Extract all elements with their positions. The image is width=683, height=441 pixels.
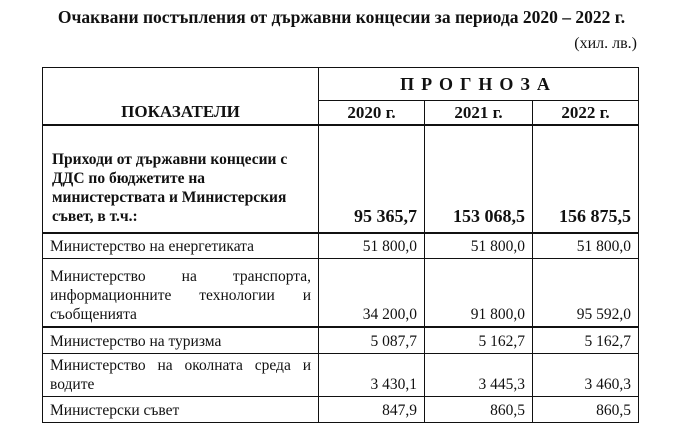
total-row <box>43 125 639 233</box>
row-label: Министерски съвет <box>43 397 319 423</box>
row-value: 3 430,1 <box>319 354 425 397</box>
row-value: 5 087,7 <box>319 327 425 354</box>
row-value: 3 445,3 <box>425 354 533 397</box>
row-label: Министерство на транспорта, информационните технологии и съобщенията <box>43 259 319 327</box>
total-value: 95 365,7 <box>319 125 425 233</box>
year-header: 2021 г. <box>425 101 533 125</box>
table-row <box>43 259 639 327</box>
total-label: Приходи от държавни концесии с ДДС по бюджетите на министерствата и Министерския съвет, в т.ч.: <box>43 125 319 233</box>
row-value: 5 162,7 <box>533 327 639 354</box>
total-value: 156 875,5 <box>533 125 639 233</box>
row-value: 847,9 <box>319 397 425 423</box>
table-row <box>43 233 639 259</box>
unit-label: (хил. лв.) <box>574 35 637 52</box>
row-value: 3 460,3 <box>533 354 639 397</box>
row-value: 5 162,7 <box>425 327 533 354</box>
header-row <box>43 68 639 101</box>
year-header: 2022 г. <box>533 101 639 125</box>
total-value: 153 068,5 <box>425 125 533 233</box>
document-title: Очаквани постъпления от държавни концесии за периода 2020 – 2022 г. <box>57 7 626 27</box>
row-value: 51 800,0 <box>319 233 425 259</box>
table-row <box>43 397 639 423</box>
row-value: 91 800,0 <box>425 259 533 327</box>
row-value: 860,5 <box>425 397 533 423</box>
table-row <box>43 327 639 354</box>
row-label: Министерство на енергетиката <box>43 233 319 259</box>
concessions-table <box>42 67 639 423</box>
row-label: Министерство на туризма <box>43 327 319 354</box>
row-value: 34 200,0 <box>319 259 425 327</box>
row-value: 51 800,0 <box>425 233 533 259</box>
forecast-header: ПРОГНОЗА <box>319 68 639 101</box>
row-label: Министерство на околната среда и водите <box>43 354 319 397</box>
row-value: 860,5 <box>533 397 639 423</box>
row-value: 95 592,0 <box>533 259 639 327</box>
table-row <box>43 354 639 397</box>
indicators-header: ПОКАЗАТЕЛИ <box>43 68 319 125</box>
year-header: 2020 г. <box>319 101 425 125</box>
row-value: 51 800,0 <box>533 233 639 259</box>
